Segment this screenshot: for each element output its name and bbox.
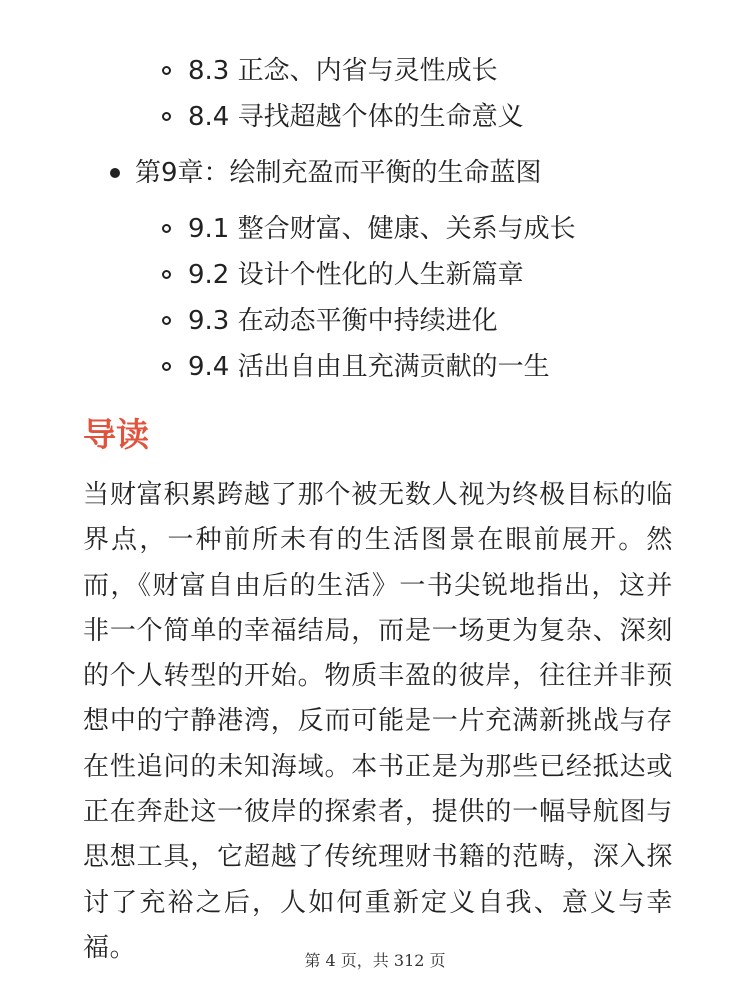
open-circle-bullet-icon <box>162 66 171 75</box>
toc-item-9-4[interactable] <box>0 344 750 390</box>
intro-paragraph: 当财富积累跨越了那个被无数人视为终极目标的临界点，一种前所未有的生活图景在眼前展开。然而，《财富自由后的生活》一书尖锐地指出，这并非一个简单的幸福结局，而是一场更为复杂、深刻的个人转型的开始。物质丰盈的彼岸，往往并非预想中的宁静港湾，反而可能是一片充满新挑战与存在性追问的未知海域。本书正是为那些已经抵达或正在奔赴这一彼岸的探索者，提供的一幅导航图与思想工具，它超越了传统理财书籍的范畴，深入探讨了充裕之后，人如何重新定义自我、意义与幸福。 <box>83 480 673 963</box>
open-circle-bullet-icon <box>162 270 171 279</box>
toc-item-label: 9.4 活出自由且充满贡献的一生 <box>188 352 550 382</box>
toc-item-label: 9.3 在动态平衡中持续进化 <box>188 306 498 336</box>
filled-circle-bullet-icon <box>110 168 120 178</box>
toc-item-9-1[interactable] <box>0 206 750 252</box>
toc-chapter-label: 第9章：绘制充盈而平衡的生命蓝图 <box>135 158 542 188</box>
toc-item-label: 9.1 整合财富、健康、关系与成长 <box>188 214 576 244</box>
toc-chapter-9[interactable] <box>0 150 750 196</box>
toc-item-8-3[interactable] <box>0 48 750 94</box>
toc-item-label: 8.4 寻找超越个体的生命意义 <box>188 102 524 132</box>
open-circle-bullet-icon <box>162 224 171 233</box>
open-circle-bullet-icon <box>162 316 171 325</box>
toc-item-label: 8.3 正念、内省与灵性成长 <box>188 56 498 86</box>
toc-item-8-4[interactable] <box>0 94 750 140</box>
toc-sublist-chapter-9 <box>0 206 750 390</box>
open-circle-bullet-icon <box>162 362 171 371</box>
page-number-footer: 第 4 页，共 312 页 <box>304 951 446 970</box>
toc-item-9-3[interactable] <box>0 298 750 344</box>
section-heading: 导读 <box>83 415 149 454</box>
open-circle-bullet-icon <box>162 112 171 121</box>
toc-item-9-2[interactable] <box>0 252 750 298</box>
toc-item-label: 9.2 设计个性化的人生新篇章 <box>188 260 524 290</box>
toc-sublist-chapter-8 <box>0 48 750 140</box>
